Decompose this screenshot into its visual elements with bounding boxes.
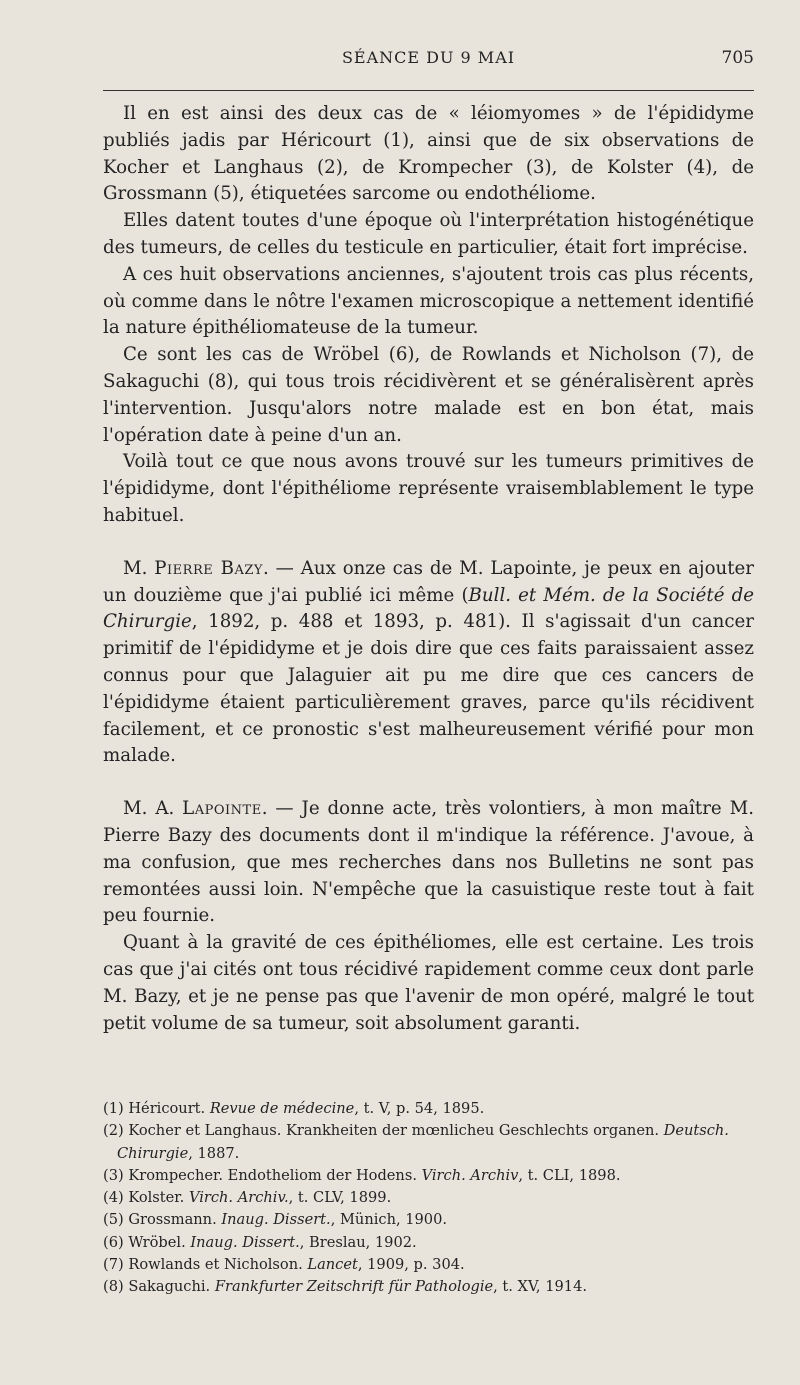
footnote-text: , t. CLI, 1898. [518, 1166, 621, 1184]
footnote-text: , 1887. [188, 1144, 240, 1162]
footnote-text: Rowlands et Nicholson. [128, 1256, 308, 1274]
paragraph: Ce sont les cas de Wröbel (6), de Rowlands et Nicholson (7), de Sakaguchi (8), qui tous trois récidivèrent et se généralisèrent après l'intervention. Jusqu'alors notre malade est en bon état, mais l'opération date à peine d'un an. [103, 344, 754, 446]
footnote-number: (6) [103, 1233, 124, 1251]
footnote-text: Sakaguchi. [128, 1278, 215, 1296]
footnote-text: , t. CLV, 1899. [288, 1189, 392, 1207]
footnote-text: Kocher et Langhaus. Krankheiten der mœnlicheu Geschlechts organen. [128, 1122, 664, 1140]
footnote-italic: Frankfurter Zeitschrift für Pathologie [214, 1278, 494, 1296]
intervention-text: Je donne acte, très volontiers, à mon maître M. Pierre Bazy des documents dont il m'indique la référence. J'avoue, à ma confusion, que mes recherches dans nos Bulletins ne sont pas remontées aussi loin. N'empêche que la casuistique reste tout à fait peu fournie. [103, 798, 754, 927]
footnote-text: , Breslau, 1902. [299, 1233, 417, 1251]
footnote-italic: Revue de médecine [209, 1100, 355, 1117]
footnote-italic: Virch. Archiv [421, 1166, 519, 1184]
bazy-intervention [103, 556, 754, 770]
footnote-number: (1) [103, 1100, 124, 1117]
paragraph: Elles datent toutes d'une époque où l'interprétation histogénétique des tumeurs, de celles du testicule en particulier, était fort imprécise. [103, 210, 754, 258]
speaker-prefix: M. A. [123, 798, 183, 820]
paragraph: Quant à la gravité de ces épithéliomes, elle est certaine. Les trois cas que j'ai cités ont tous récidivé rapidement comme ceux dont parle M. Bazy, et je ne pense pas que l'avenir de mon opéré, malgré le tout petit volume de sa tumeur, soit absolument garanti. [103, 932, 754, 1034]
footnote [103, 1276, 754, 1298]
footnote-text: Krompecher. Endotheliom der Hodens. [128, 1166, 422, 1184]
body-text [103, 101, 754, 1037]
speaker-name: Lapointe [182, 798, 262, 820]
footnote-number: (5) [103, 1211, 124, 1229]
footnote-italic: Lancet [307, 1256, 358, 1274]
footnote-text: , t. V, p. 54, 1895. [354, 1100, 485, 1117]
speaker-dash: . — [262, 557, 301, 579]
paragraph: Il en est ainsi des deux cas de « léiomyomes » de l'épididyme publiés jadis par Héricourt (1), ainsi que de six observations de Kocher et Langhaus (2), de Krompecher (3), de Kolster (4), de Grossmann (5), étiquetées sarcome ou endothéliome. [103, 103, 754, 205]
footnote [103, 1187, 754, 1209]
intervention-text: , 1892, p. 488 et 1893, p. 481). Il s'agissait d'un cancer primitif de l'épididyme et je dois dire que ces faits paraissaient assez connus pour que Jalaguier ait pu me dire que ces cancers de l'épididyme étaient particulièrement graves, parce qu'ils récidivent facilement, et ce pronostic s'est malheureusement vérifié pour mon malade. [103, 611, 754, 767]
footnote-number: (4) [103, 1189, 124, 1207]
footnote-text: , t. XV, 1914. [493, 1278, 587, 1296]
footnote-number: (7) [103, 1256, 124, 1274]
footnote-text: Kolster. [128, 1189, 189, 1207]
footnote-number: (2) [103, 1122, 124, 1140]
footnote-text: Grossmann. [128, 1211, 222, 1229]
running-title: SÉANCE DU 9 MAI [341, 48, 516, 67]
footnote [103, 1098, 754, 1120]
lapointe-intervention [103, 796, 754, 930]
footnote-italic: Deutsch. Chirurgie [117, 1122, 729, 1162]
intervention-text: Aux onze cas de M. Lapointe, je peux en ajouter un douzième que j'ai publié ici même ( [103, 557, 754, 606]
footnotes [103, 1098, 754, 1299]
header-rule [103, 90, 754, 91]
footnote [103, 1120, 754, 1165]
footnote [103, 1165, 754, 1187]
footnote-text: Héricourt. [128, 1100, 210, 1117]
footnote-italic: Inaug. Dissert. [221, 1211, 331, 1229]
footnote-text: , 1909, p. 304. [357, 1256, 465, 1274]
paragraph: Voilà tout ce que nous avons trouvé sur les tumeurs primitives de l'épididyme, dont l'épithéliome représente vraisemblablement le type habituel. [103, 451, 754, 526]
running-header [103, 44, 754, 74]
footnote-number: (8) [103, 1278, 124, 1296]
footnote-italic: Inaug. Dissert. [190, 1233, 300, 1251]
footnote-number: (3) [103, 1166, 124, 1184]
footnote [103, 1232, 754, 1254]
footnote [103, 1209, 754, 1231]
speaker-dash: . — [261, 798, 302, 820]
citation-italic: Bull. et Mém. de la Société de Chirurgie [103, 584, 755, 633]
speaker-prefix: M. [123, 557, 155, 579]
footnote-text: Wröbel. [128, 1233, 191, 1251]
speaker-name: Pierre Bazy [154, 557, 263, 579]
page-number: 705 [721, 48, 754, 68]
footnote [103, 1254, 754, 1276]
paragraph: A ces huit observations anciennes, s'ajoutent trois cas plus récents, où comme dans le nôtre l'examen microscopique a nettement identifié la nature épithéliomateuse de la tumeur. [103, 263, 754, 339]
footnote-italic: Virch. Archiv. [188, 1189, 289, 1207]
footnote-text: , Münich, 1900. [330, 1211, 448, 1229]
